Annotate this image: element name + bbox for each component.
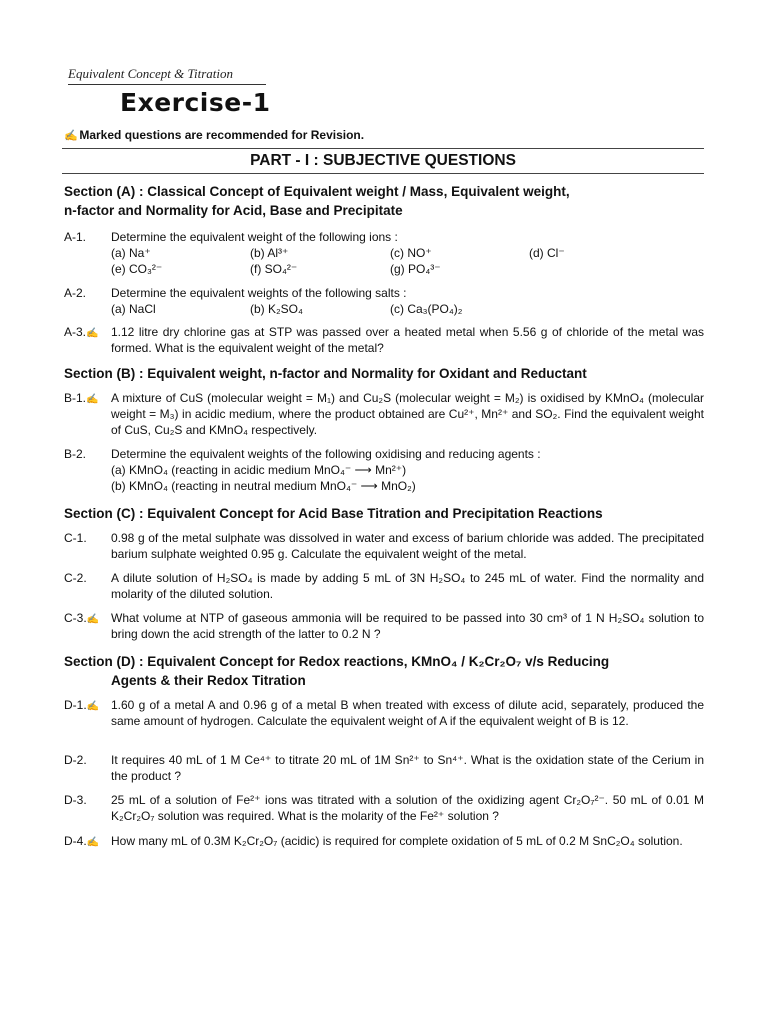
- question-c2: [64, 570, 704, 602]
- question-number: C-2.: [64, 571, 87, 585]
- question-text: A mixture of CuS (molecular weight = M₁) and Cu₂S (molecular weight = M₂) is oxidised by KMnO₄ (molecular weight = M₃) in acidic medium, where the product obtained are Cu²⁺, Mn²⁺ and SO₂. Find the equivalent weight of CuS, Cu₂S and KMnO₄ respectively.: [111, 391, 704, 437]
- pen-nib-icon: ✍: [86, 614, 100, 625]
- question-d4: [64, 833, 704, 849]
- question-a3: [64, 324, 704, 356]
- revision-note-text: Marked questions are recommended for Revision.: [79, 128, 365, 142]
- question-a2: [64, 285, 704, 317]
- option-item: (c) NO⁺: [390, 246, 432, 260]
- pen-nib-icon: ✍: [86, 701, 100, 712]
- question-number: B-1.: [64, 391, 87, 405]
- question-text: It requires 40 mL of 1 M Ce⁴⁺ to titrate 20 mL of 1M Sn²⁺ to Sn⁴⁺. What is the oxidation state of the Cerium in the product ?: [111, 753, 704, 783]
- question-text: How many mL of 0.3M K₂Cr₂O₇ (acidic) is required for complete oxidation of 5 mL of 0.2 M SnC₂O₄ solution.: [111, 834, 683, 848]
- pen-nib-icon: ✍: [64, 130, 78, 142]
- question-number: D-3.: [64, 793, 87, 807]
- section-b-heading: Section (B) : Equivalent weight, n-factor and Normality for Oxidant and Reductant: [64, 366, 587, 381]
- section-d-title-line1: Section (D) : Equivalent Concept for Redox reactions, KMnO₄ / K₂Cr₂O₇ v/s Reducing: [64, 654, 610, 669]
- question-text: 0.98 g of the metal sulphate was dissolved in water and excess of barium chloride was added. The precipitated barium sulphate weighted 0.95 g. Calculate the equivalent weight of the metal.: [111, 531, 704, 561]
- section-c-heading: Section (C) : Equivalent Concept for Acid Base Titration and Precipitation Reactions: [64, 506, 603, 521]
- question-number: A-2.: [64, 286, 87, 300]
- question-text: Determine the equivalent weight of the following ions :: [111, 230, 398, 244]
- question-number: D-2.: [64, 753, 87, 767]
- question-text: Determine the equivalent weights of the following oxidising and reducing agents :: [111, 447, 541, 461]
- question-number: C-1.: [64, 531, 87, 545]
- option-item: (a) NaCl: [111, 302, 156, 316]
- divider-top: [62, 148, 704, 149]
- question-number: D-1.: [64, 698, 87, 712]
- option-item: (b) KMnO₄ (reacting in neutral medium MnO₄⁻ ⟶ MnO₂): [111, 479, 416, 493]
- part-heading: PART - I : SUBJECTIVE QUESTIONS: [250, 152, 516, 169]
- option-item: (b) K₂SO₄: [250, 302, 303, 316]
- option-item: (c) Ca₃(PO₄)₂: [390, 302, 463, 316]
- section-d-title-line2: Agents & their Redox Titration: [111, 673, 306, 688]
- question-d1: [64, 697, 704, 729]
- question-number: A-3.: [64, 325, 87, 339]
- revision-note: [64, 128, 364, 142]
- pen-nib-icon: ✍: [86, 837, 100, 848]
- question-text: Determine the equivalent weights of the following salts :: [111, 286, 407, 300]
- section-a-heading: [64, 182, 704, 220]
- section-a-title-line1: Section (A) : Classical Concept of Equivalent weight / Mass, Equivalent weight,: [64, 184, 570, 199]
- question-number: B-2.: [64, 447, 87, 461]
- pen-nib-icon: ✍: [86, 328, 99, 339]
- question-a1: [64, 229, 704, 277]
- question-number: A-1.: [64, 230, 87, 244]
- pen-nib-icon: ✍: [86, 394, 99, 405]
- question-number: D-4.: [64, 834, 87, 848]
- option-item: (e) CO₃²⁻: [111, 262, 163, 276]
- option-item: (d) Cl⁻: [529, 246, 565, 260]
- exercise-title: Exercise-1: [120, 88, 271, 117]
- question-b1: [64, 390, 704, 438]
- question-text: A dilute solution of H₂SO₄ is made by adding 5 mL of 3N H₂SO₄ to 245 mL of water. Find the normality and molarity of the diluted solution.: [111, 571, 704, 601]
- option-item: (f) SO₄²⁻: [250, 262, 298, 276]
- section-a-title-line2: n-factor and Normality for Acid, Base and Precipitate: [64, 203, 403, 218]
- option-item: (a) KMnO₄ (reacting in acidic medium MnO₄⁻ ⟶ Mn²⁺): [111, 463, 407, 477]
- divider-bottom: [62, 173, 704, 174]
- topic-header: Equivalent Concept & Titration: [68, 66, 266, 85]
- option-item: (b) Al³⁺: [250, 246, 289, 260]
- question-c1: [64, 530, 704, 562]
- question-number: C-3.: [64, 611, 87, 625]
- question-d2: [64, 752, 704, 784]
- question-text: 25 mL of a solution of Fe²⁺ ions was titrated with a solution of the oxidizing agent Cr₂O₇²⁻. 50 mL of 0.01 M K₂Cr₂O₇ solution was required. What is the molarity of the Fe²⁺ solution ?: [111, 793, 704, 823]
- question-text: What volume at NTP of gaseous ammonia will be required to be passed into 30 cm³ of 1 N H₂SO₄ solution to bring down the acid strength of the latter to 0.2 N ?: [111, 611, 704, 641]
- option-item: (a) Na⁺: [111, 246, 151, 260]
- question-text: 1.60 g of a metal A and 0.96 g of a metal B when treated with excess of dilute acid, separately, produced the same amount of hydrogen. Calculate the equivalent weight of A if the equivalent weight of B is 12.: [111, 698, 704, 728]
- question-b2: [64, 446, 704, 494]
- section-d-heading: [64, 652, 704, 690]
- option-item: (g) PO₄³⁻: [390, 262, 441, 276]
- question-c3: [64, 610, 704, 642]
- question-d3: [64, 792, 704, 824]
- question-text: 1.12 litre dry chlorine gas at STP was passed over a heated metal when 5.56 g of chloride of the metal was formed. What is the equivalent weight of the metal?: [111, 325, 704, 355]
